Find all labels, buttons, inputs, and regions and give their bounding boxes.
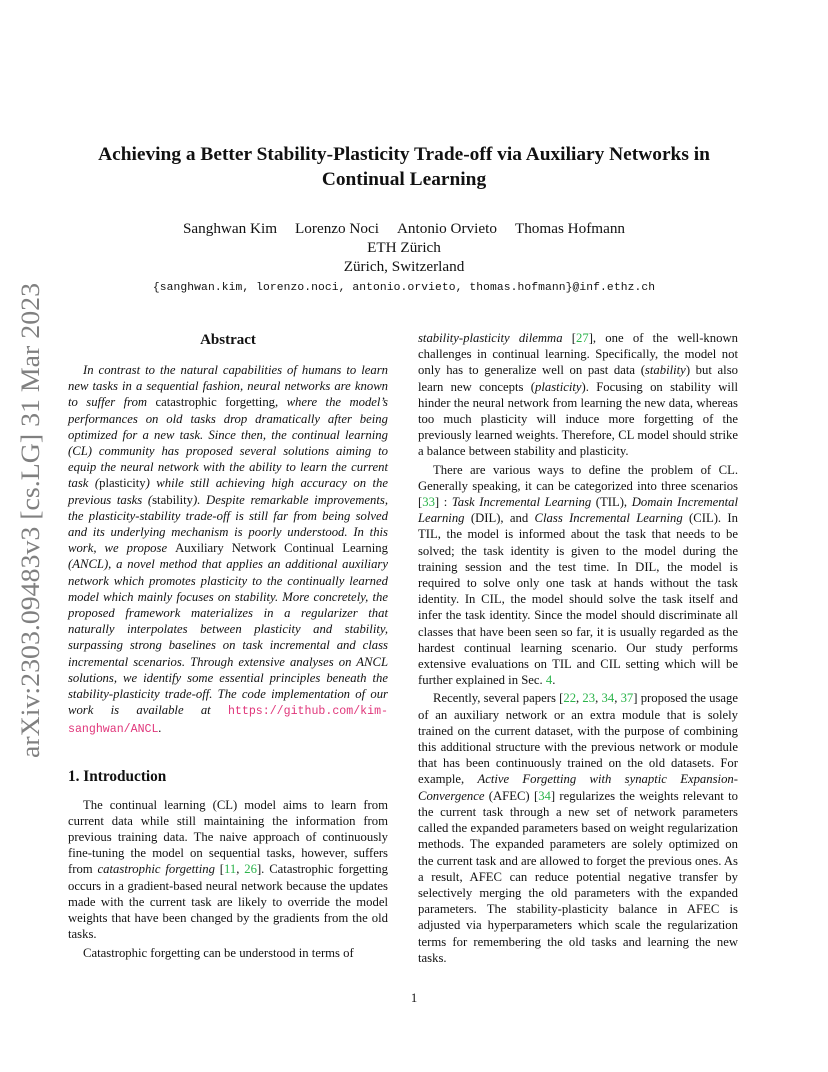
citation-link[interactable]: 11 (224, 862, 237, 877)
affiliation: ETH Zürich (367, 239, 441, 256)
citation-link[interactable]: 27 (576, 331, 589, 345)
title-line-1: Achieving a Better Stability-Plasticity Trade-off via Auxiliary Networks in (98, 144, 710, 165)
author-name: Lorenzo Noci (295, 220, 379, 237)
right-paragraph-1: stability-plasticity dilemma [27], one of the well-known challenges in continual learning. Specifically, the model not only has to generalize well on past data (stability) but also learn new concepts (plasticity). Focusing on stability will hinder the neural network from learning the new data, whereas too much plasticity will induce more forgetting of the previously learned weights. Therefore, CL model should strike a balance between stability and plasticity. (418, 331, 738, 459)
right-column (418, 330, 738, 966)
intro-paragraph-1: The continual learning (CL) model aims to learn from current data while still maintaining the information from previous training data. The naive approach of continuously fine-tuning the model on sequential tasks, however, suffers from catastrophic forgetting [11, 26]. Catastrophic forgetting occurs in a gradient-based neural network because the updates made with the current task are likely to override the model weights that have been changed by the gradients from the old tasks. (68, 797, 388, 942)
citation-link[interactable]: 23 (582, 691, 596, 706)
left-column (68, 330, 388, 961)
right-paragraph-3: Recently, several papers [22, 23, 34, 37] proposed the usage of an auxiliary network or an extra module that is solely trained on the current dataset, with the purpose of combining this additional structure with the previous network or module that has been continuously trained on the old datasets. For example, Active Forgetting with synaptic Expansion-Convergence (AFEC) [34] regularizes the weights relevant to the current task through a new set of network parameters called the expanded parameters based on weight regularization methods. The expanded parameters are solely optimized on the current task and are allowed to forget the previous ones. As a result, AFEC can reduce potential negative transfer by selectively merging the old parameters with the expanded parameters. The stability-plasticity balance in AFEC is adjusted via hyperparameters which scale the regularization terms for remembering the old tasks and learning the new tasks. (418, 691, 739, 965)
citation-link[interactable]: 33 (422, 495, 435, 510)
arxiv-stamp (10, 283, 50, 758)
abstract-heading: Abstract (200, 332, 256, 348)
author-emails: {sanghwan.kim, lorenzo.noci, antonio.orvieto, thomas.hofmann}@inf.ethz.ch (152, 282, 656, 294)
author-name: Sanghwan Kim (182, 220, 278, 237)
citation-link[interactable]: 34 (538, 788, 551, 803)
arxiv-stamp-text: arXiv:2303.09483v3 [cs.LG] 31 Mar 2023 (15, 306, 45, 758)
abstract-paragraph: In contrast to the natural capabilities of humans to learn new tasks in a sequential fashion, neural networks are known to suffer from catastrophic forgetting, where the model’s performances on old tasks drop dramatically after being optimized for a new task. Since then, the continual learning (CL) community has proposed several solutions aiming to equip the neural network with the ability to learn the current task (plasticity) while still achieving high accuracy on the previous tasks (stability). Despite remarkable improvements, the plasticity-stability trade-off is still far from being solved and its underlying mechanism is poorly understood. In this work, we propose Auxiliary Network Continual Learning (ANCL), a novel method that applies an additional auxiliary network which promotes plasticity to the continually learned model which mainly focuses on stability. More concretely, the proposed framework materializes in a regularizer that naturally interpolates between plasticity and stability, surpassing strong baselines on task incremental and class incremental scenarios. Through extensive analyses on ANCL solutions, we identify some essential principles beneath the stability-plasticity trade-off. The code implementation of our work is available at https://github.com/kim-sanghwan/ANCL. (68, 363, 389, 737)
citation-link[interactable]: 26 (244, 862, 257, 877)
author-names (80, 219, 728, 238)
paper-title (80, 142, 728, 192)
abstract (68, 362, 388, 739)
code-link[interactable]: https://github.com/kim-sanghwan/ANCL (68, 705, 388, 737)
intro-paragraph-2: Catastrophic forgetting can be understood in terms of (83, 945, 354, 960)
section-heading-introduction: 1. Introduction (68, 767, 167, 785)
location: Zürich, Switzerland (343, 258, 465, 275)
page-number: 1 (410, 991, 418, 1005)
section-link[interactable]: 4 (545, 673, 553, 688)
author-name: Thomas Hofmann (514, 220, 626, 237)
citation-link[interactable]: 34 (601, 691, 615, 706)
author-name: Antonio Orvieto (396, 220, 497, 237)
citation-link[interactable]: 37 (620, 691, 634, 706)
title-line-2: Continual Learning (321, 169, 487, 190)
right-paragraph-2: There are various ways to define the problem of CL. Generally speaking, it can be categorized into three scenarios [33] : Task Incremental Learning (TIL), Domain Incremental Learning (DIL), and Class Incremental Learning (CIL). In TIL, the model is informed about the task that needs to be solved; the task identity is given to the model during the training session and the test time. In DIL, the model is required to solve only one task at hands without the task identity. In CIL, the model should solve the task itself and infer the task identity. Since the model should discriminate all classes that have been seen so far, it is usually regarded as the hardest continual learning scenario. Our study performs extensive evaluations on TIL and CIL setting which will be further explained in Sec. 4. (418, 462, 738, 688)
author-block (80, 219, 728, 298)
citation-link[interactable]: 22 (563, 691, 577, 706)
